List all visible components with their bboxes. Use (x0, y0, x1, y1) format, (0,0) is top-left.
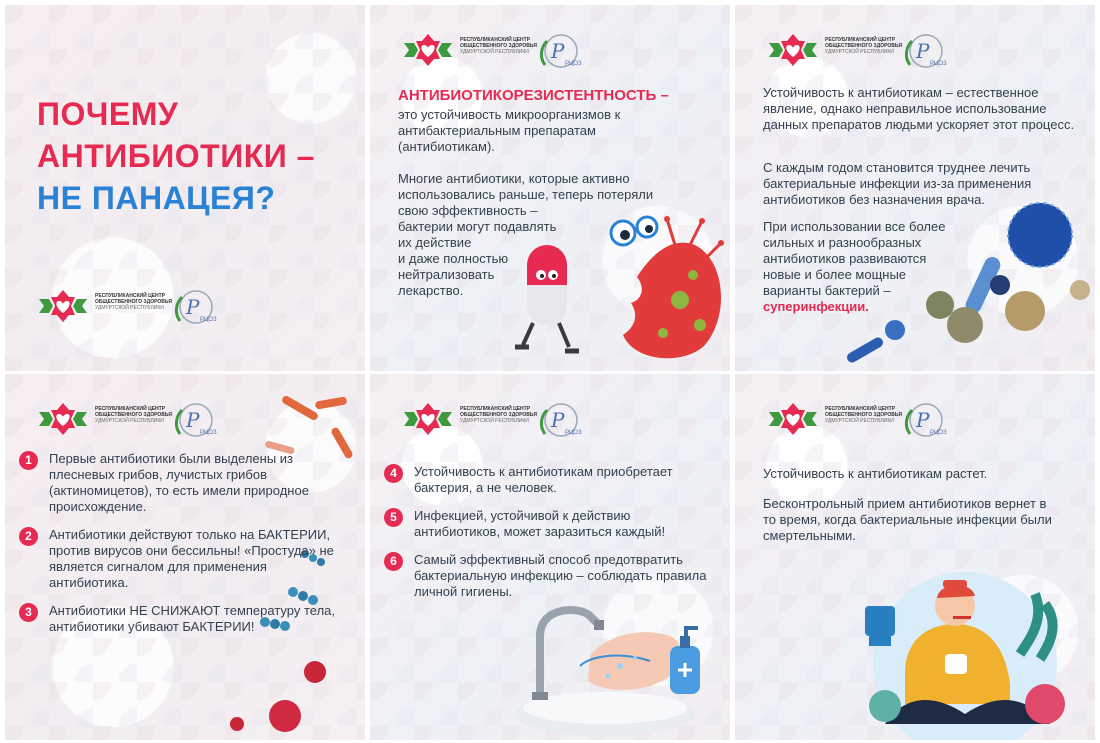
main-title (37, 93, 315, 219)
svg-text:Р: Р (551, 408, 565, 432)
number-badge: 3 (19, 603, 38, 622)
paragraph-2: С каждым годом становится труднее лечить бактериальные инфекции из-за применения антибиотиков без назначения врача. (763, 160, 1032, 207)
svg-text:Р: Р (186, 408, 200, 432)
title-line-1: ПОЧЕМУ (37, 96, 179, 132)
svg-text:Р: Р (186, 295, 200, 319)
card-superinfection (735, 5, 1095, 371)
facts-list (19, 451, 339, 647)
logos (35, 287, 265, 327)
list-item: 5 Инфекцией, устойчивой к действию антибиотиков, может заразиться каждый! (384, 508, 714, 540)
card-facts-4-6 (370, 374, 730, 740)
number-badge: 4 (384, 464, 403, 483)
handwashing-illustration (510, 596, 710, 738)
partner-logo-icon (535, 31, 587, 71)
sick-person-illustration (845, 554, 1085, 740)
partner-logo-icon (900, 31, 952, 71)
definition-heading: АНТИБИОТИКОРЕЗИСТЕНТНОСТЬ – (398, 87, 669, 104)
emblem-icon (400, 33, 456, 67)
list-item: 3 Антибиотики НЕ СНИЖАЮТ температуру тела, антибиотики убивают БАКТЕРИИ! (19, 603, 339, 635)
number-badge: 5 (384, 508, 403, 527)
org-name: РЕСПУБЛИКАНСКИЙ ЦЕНТР ОБЩЕСТВЕННОГО ЗДОРОВЬЯ УДМУРТСКОЙ РЕСПУБЛИКИ (825, 37, 902, 55)
logos (400, 400, 630, 440)
svg-text:РЦОЗ: РЦОЗ (200, 430, 217, 436)
svg-text:РЦОЗ: РЦОЗ (930, 430, 947, 436)
number-badge: 1 (19, 451, 38, 470)
number-badge: 2 (19, 527, 38, 546)
pill-character-icon (515, 245, 579, 351)
definition-text: это устойчивость микроорганизмов к антибактериальным препаратам (антибиотикам). (398, 107, 621, 154)
superinfection-accent: суперинфекции. (763, 299, 869, 314)
svg-text:РЦОЗ: РЦОЗ (200, 317, 217, 323)
emblem-icon (35, 402, 91, 436)
paragraph-1: Устойчивость к антибиотикам – естественное явление, однако неправильное использование данных препаратов людьми ускоряет этот процесс. (763, 85, 1075, 132)
number-badge: 6 (384, 552, 403, 571)
paragraph-1: Устойчивость к антибиотикам растет. (763, 466, 988, 481)
list-item: 1 Первые антибиотики были выделены из плесневых грибов, лучистых грибов (актиномицетов), то есть имели природное происхождение. (19, 451, 339, 515)
paragraph-2: Бесконтрольный прием антибиотиков вернет в то время, когда бактериальные инфекции были смертельными. (763, 496, 1052, 543)
emblem-icon (765, 402, 821, 436)
svg-text:Р: Р (551, 39, 565, 63)
paragraph-3: При использовании все более сильных и разнообразных антибиотиков развиваются новые и более мощные варианты бактерий – суперинфекции. (763, 219, 963, 315)
red-bacteria-icon (611, 216, 724, 358)
title-line-3: НЕ ПАНАЦЕЯ? (37, 180, 276, 216)
svg-text:Р: Р (916, 39, 930, 63)
svg-text:Р: Р (916, 408, 930, 432)
svg-text:РЦОЗ: РЦОЗ (930, 61, 947, 67)
emblem-icon (400, 402, 456, 436)
bacteria-cluster-illustration (835, 195, 1095, 371)
definition-paragraph: Многие антибиотики, которые активно использовались раньше, теперь потеряли свою эффективность – бактерии могут подавлять их действие и даже полностью нейтрализовать лекарство. (398, 171, 654, 298)
partner-logo-icon (535, 400, 587, 440)
logos (765, 31, 995, 71)
logos (765, 400, 995, 440)
list-item: 2 Антибиотики действуют только на БАКТЕРИИ, против вирусов они бессильны! «Простуда» не является сигналом для применения антибиотика. (19, 527, 339, 591)
list-item: 6 Самый эффективный способ предотвратить бактериальную инфекцию – соблюдать правила личной гигиены. (384, 552, 714, 600)
emblem-icon (35, 289, 91, 323)
emblem-icon (765, 33, 821, 67)
org-name: РЕСПУБЛИКАНСКИЙ ЦЕНТР ОБЩЕСТВЕННОГО ЗДОРОВЬЯ УДМУРТСКОЙ РЕСПУБЛИКИ (460, 37, 537, 55)
partner-logo-icon (170, 287, 222, 327)
org-name: РЕСПУБЛИКАНСКИЙ ЦЕНТР ОБЩЕСТВЕННОГО ЗДОРОВЬЯ УДМУРТСКОЙ РЕСПУБЛИКИ (95, 293, 172, 311)
partner-logo-icon (900, 400, 952, 440)
svg-text:РЦОЗ: РЦОЗ (565, 430, 582, 436)
logos (400, 31, 630, 71)
card-facts-1-3 (5, 374, 365, 740)
list-item: 4 Устойчивость к антибиотикам приобретает бактерия, а не человек. (384, 464, 714, 496)
card-definition (370, 5, 730, 371)
card-title (5, 5, 365, 371)
title-line-2: АНТИБИОТИКИ – (37, 138, 315, 174)
org-name: РЕСПУБЛИКАНСКИЙ ЦЕНТР ОБЩЕСТВЕННОГО ЗДОРОВЬЯ УДМУРТСКОЙ РЕСПУБЛИКИ (825, 406, 902, 424)
card-warning (735, 374, 1095, 740)
facts-list (384, 464, 714, 612)
org-name: РЕСПУБЛИКАНСКИЙ ЦЕНТР ОБЩЕСТВЕННОГО ЗДОРОВЬЯ УДМУРТСКОЙ РЕСПУБЛИКИ (460, 406, 537, 424)
svg-text:РЦОЗ: РЦОЗ (565, 61, 582, 67)
pill-vs-bacteria-illustration (515, 205, 725, 365)
org-name: РЕСПУБЛИКАНСКИЙ ЦЕНТР ОБЩЕСТВЕННОГО ЗДОРОВЬЯ УДМУРТСКОЙ РЕСПУБЛИКИ (95, 406, 172, 424)
